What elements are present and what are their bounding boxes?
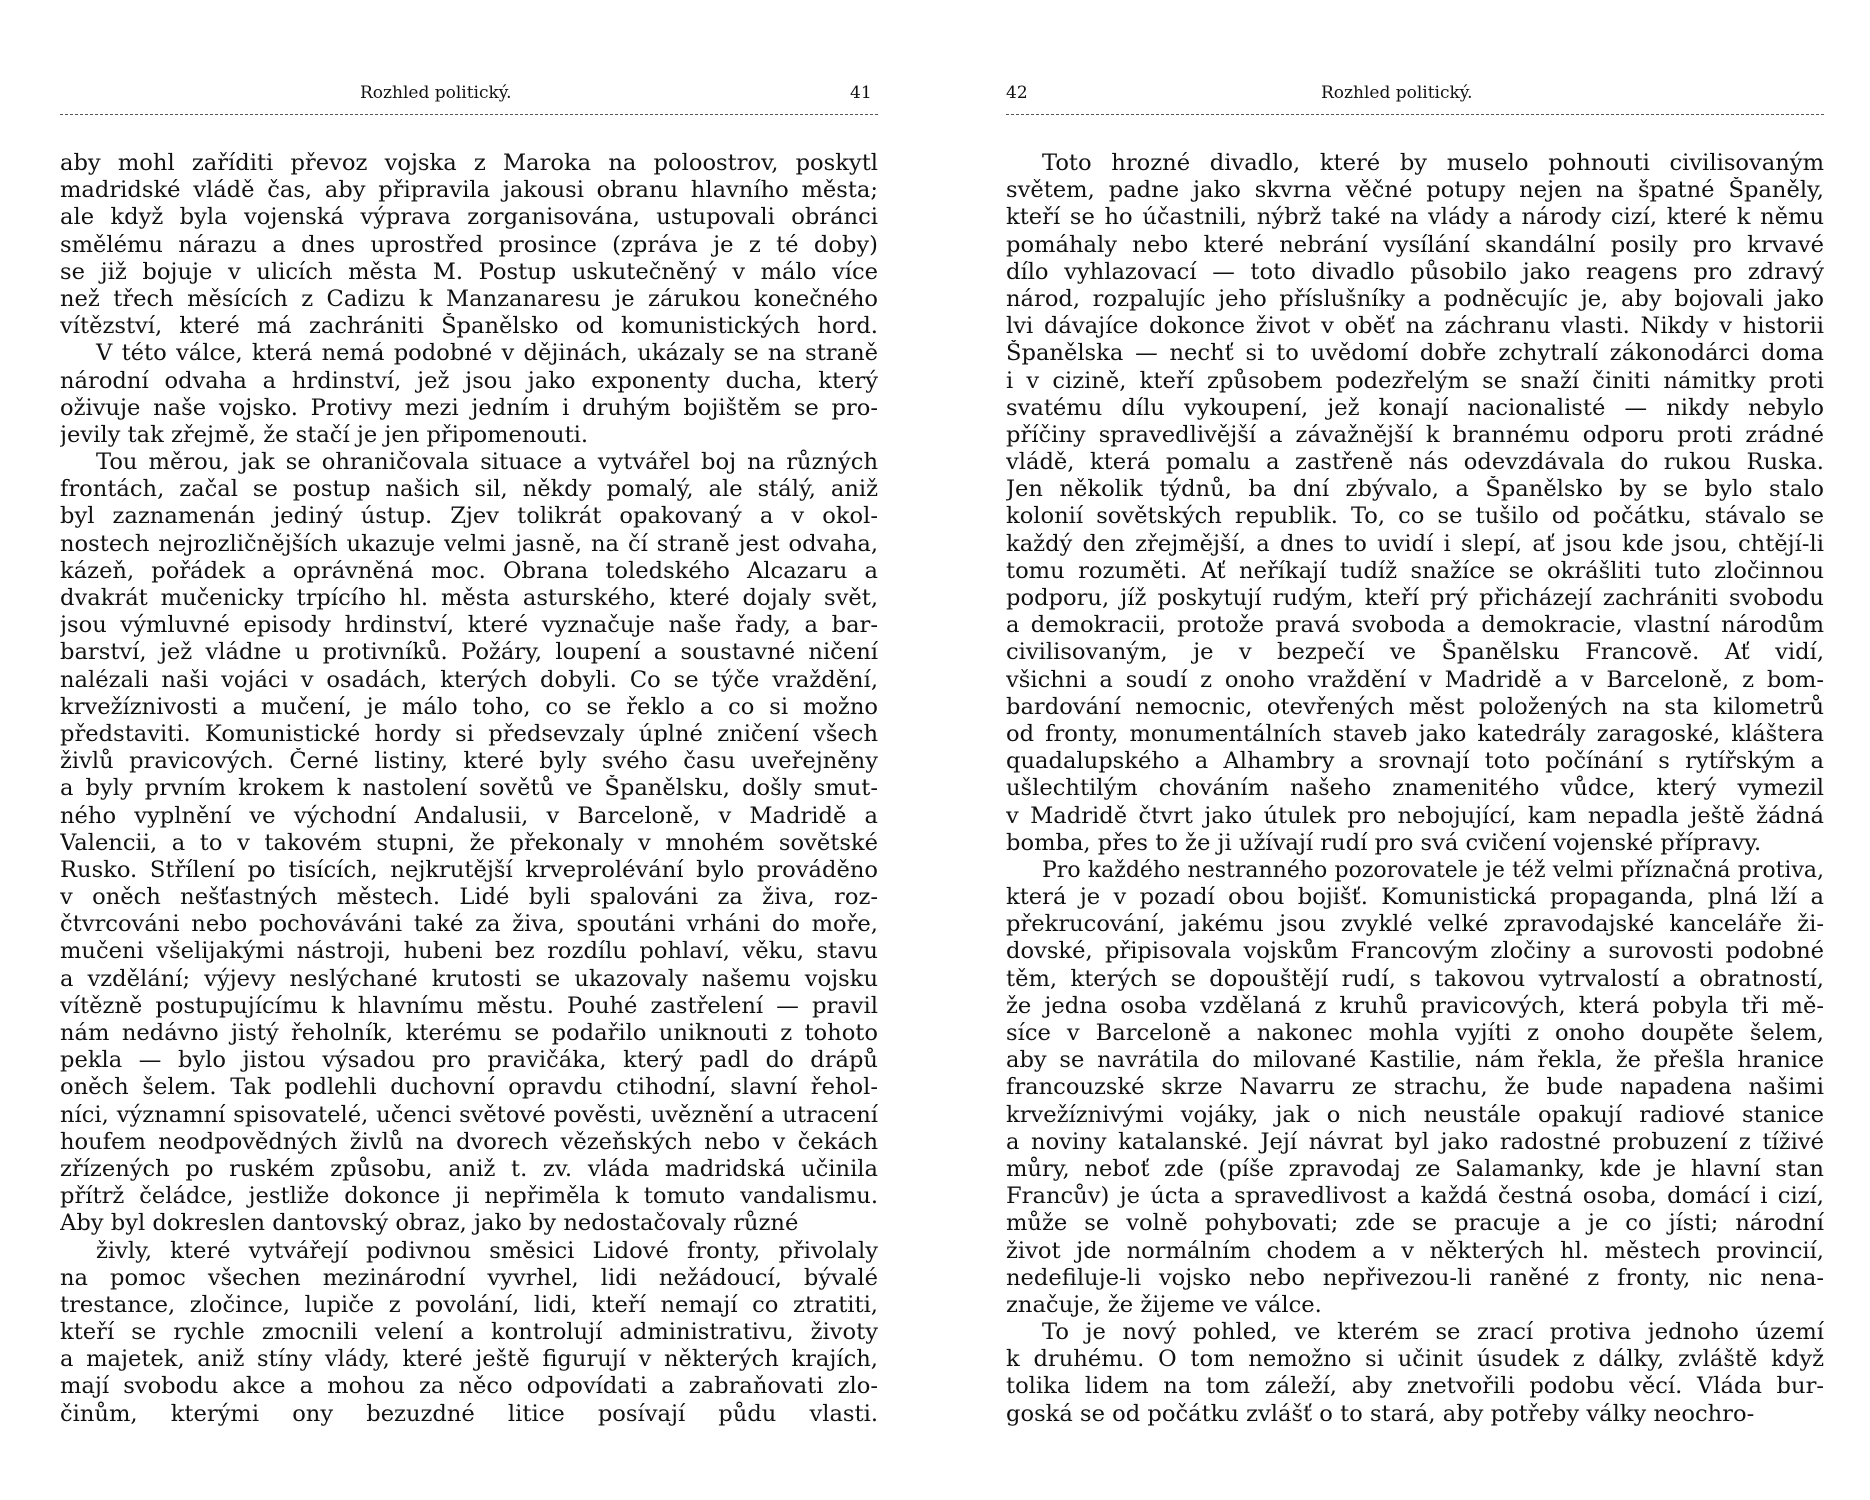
- text-line: a byly prvním krokem k nastolení sovětů ve Španělsku, došly smut-: [60, 775, 878, 802]
- text-line: která je v pozadí obou bojišť. Komunistická propaganda, plná lží a: [1006, 884, 1824, 911]
- text-line: kolonií sovětských republik. To, co se tušilo od počátku, stávalo se: [1006, 503, 1824, 530]
- text-line: houfem neodpovědných živlů na dvorech vězeňských nebo v čekách: [60, 1128, 878, 1155]
- text-line: aby se navrátila do milované Kastilie, nám řekla, že přešla hranice: [1006, 1047, 1824, 1074]
- text-line: dovské, připisovala vojskům Francovým zločiny a surovosti podobné: [1006, 938, 1824, 965]
- running-header: [1006, 80, 1824, 106]
- text-line: pomáhaly nebo které nebrání vysílání skandální posily pro krvavé: [1006, 231, 1824, 258]
- text-line: nám nedávno jistý řeholník, kterému se podařilo uniknouti z tohoto: [60, 1020, 878, 1046]
- text-line: a majetek, aniž stíny vlády, které ještě figurují v některých krajích,: [60, 1346, 878, 1373]
- text-line: goská se od počátku zvlášť o to stará, aby potřeby války neochro-: [1006, 1400, 1755, 1427]
- text-line: jevily tak zřejmě, že stačí je jen připomenouti.: [60, 421, 589, 448]
- page-right: [1006, 80, 1824, 1427]
- text-line: značuje, že žijeme ve válce.: [1006, 1291, 1322, 1318]
- text-line: barství, jež vládne u protivníků. Požáry, loupení a soustavné ničení: [60, 639, 878, 666]
- text-line: se již bojuje v ulicích města M. Postup uskutečněný v málo více: [60, 258, 878, 285]
- text-line: život jde normálním chodem a v některých hl. městech provincií,: [1006, 1237, 1824, 1264]
- text-line: byl zaznamenán jediný ústup. Zjev tolikrát opakovaný a v okol-: [60, 503, 878, 530]
- text-line: vítězství, které má zachrániti Španělsko od komunistických hord.: [60, 313, 878, 340]
- text-line: kteří se ho účastnili, nýbrž také na vlády a národy cizí, které k němu: [1006, 204, 1824, 231]
- text-line: podporu, jíž poskytují rudým, kteří prý přicházejí zachrániti svobodu: [1006, 585, 1824, 611]
- header-rule: [1006, 114, 1824, 115]
- running-header: [60, 80, 878, 106]
- text-line: níci, významní spisovatelé, učenci světové pověsti, uvěznění a utracení: [60, 1101, 878, 1128]
- text-line: jsou výmluvné episody hrdinství, které vyznačuje naše řady, a bar-: [60, 612, 878, 639]
- text-line: představiti. Komunistické hordy si předsevzaly úplné zničení všech: [60, 720, 878, 747]
- header-title: Rozhled politický.: [1321, 83, 1473, 103]
- text-line: kázeň, pořádek a oprávněná moc. Obrana toledského Alcazaru a: [60, 557, 878, 584]
- text-line: dílo vyhlazovací — toto divadlo působilo jako reagens pro zdravý: [1006, 258, 1824, 285]
- text-line: frontách, začal se postup našich sil, někdy pomalý, ale stálý, aniž: [60, 476, 878, 503]
- text-line: a demokracii, protože pravá svoboda a demokracie, vlastní národům: [1006, 612, 1824, 639]
- text-line: krvežíznivými vojáky, jak o nich neustále opakují radiové stanice: [1006, 1101, 1824, 1128]
- text-line: Tou měrou, jak se ohraničovala situace a vytvářel boj na různých: [96, 449, 878, 476]
- text-line: těm, kterých se dopouštějí rudí, s takovou vytrvalostí a obratností,: [1006, 965, 1824, 992]
- text-line: zřízených po ruském způsobu, aniž t. zv. vláda madridská učinila: [60, 1155, 878, 1182]
- text-line: Jen několik týdnů, ba dní zbývalo, a Španělsko by se bylo stalo: [1006, 476, 1824, 503]
- text-line: nostech nejrozličnějších ukazuje velmi jasně, na čí straně jest odvaha,: [60, 530, 878, 557]
- text-line: k druhému. O tom nemožno si učinit úsudek z dálky, zvláště když: [1006, 1346, 1824, 1373]
- text-line: Toto hrozné divadlo, které by muselo pohnouti civilisovaným: [1042, 150, 1824, 176]
- text-line: ušlechtilým chováním našeho znamenitého vůdce, který vymezil: [1006, 775, 1824, 802]
- text-line: světem, padne jako skvrna věčné potupy nejen na špatné Španěly,: [1006, 177, 1824, 204]
- text-line: dvakrát mučenicky trpícího hl. města asturského, které dojaly svět,: [60, 585, 878, 611]
- text-line: a noviny katalanské. Její návrat byl jako radostné probuzení z tíživé: [1006, 1128, 1824, 1155]
- page-text: [1006, 150, 1824, 1428]
- text-line: tolika lidem na tom záleží, aby znetvořili podobu věcí. Vláda bur-: [1006, 1373, 1824, 1400]
- text-line: od fronty, monumentálních staveb jako katedrály zaragoské, kláštera: [1006, 720, 1824, 747]
- text-line: Španělska — nechť si to uvědomí dobře zchytralí zákonodárci doma: [1006, 340, 1824, 367]
- text-line: než třech měsících z Cadizu k Manzanaresu je zárukou konečného: [60, 285, 878, 312]
- text-line: Valencii, a to v takovém stupni, že překonaly v mnohém sovětské: [60, 829, 878, 856]
- text-line: svatému dílu vykoupení, jež konají nacionalisté — nikdy nebylo: [1006, 394, 1824, 421]
- text-line: v Madridě čtvrt jako útulek pro nebojující, kam nepadla ještě žádná: [1006, 802, 1824, 829]
- text-line: činům, kterými ony bezuzdné litice posívají půdu vlasti.: [60, 1400, 878, 1427]
- text-line: To je nový pohled, ve kterém se zrací protiva jednoho území: [1042, 1319, 1824, 1346]
- text-line: na pomoc všechen mezinárodní vyvrhel, lidi nežádoucí, bývalé: [60, 1264, 878, 1291]
- text-line: živlů pravicových. Černé listiny, které byly svého času uveřejněny: [60, 748, 878, 775]
- text-line: francouzské skrze Navarru ze strachu, že bude napadena našimi: [1006, 1074, 1824, 1101]
- text-line: každý den zřejmější, a dnes to uvidí i slepí, ať jsou kde jsou, chtějí-li: [1006, 530, 1824, 557]
- page-text: [60, 150, 878, 1428]
- text-line: i v cizině, kteří způsobem podezřelým se snaží činiti námitky proti: [1006, 367, 1824, 394]
- text-line: civilisovaným, je v bezpečí ve Španělsku Francově. Ať vidí,: [1006, 639, 1824, 666]
- text-line: mají svobodu akce a mohou za něco odpovídati a zabraňovati zlo-: [60, 1373, 878, 1400]
- text-line: čtvrcováni nebo pochováváni také za živa, spoutáni vrháni do moře,: [60, 911, 878, 938]
- text-line: quadalupského a Alhambry a srovnají toto počínání s rytířským a: [1006, 748, 1824, 775]
- page-number: 42: [1006, 83, 1028, 103]
- text-line: živly, které vytvářejí podivnou směsici Lidové fronty, přivolaly: [96, 1237, 878, 1264]
- text-line: v oněch nešťastných městech. Lidé byli spalováni za živa, roz-: [60, 884, 878, 911]
- text-line: oněch šelem. Tak podlehli duchovní opravdu ctihodní, slavní řehol-: [60, 1074, 878, 1101]
- text-line: mučeni všelijakými nástroji, hubeni bez rozdílu pohlaví, věku, stavu: [60, 938, 878, 965]
- header-title: Rozhled politický.: [360, 83, 512, 103]
- header-rule: [60, 114, 878, 115]
- text-line: Rusko. Střílení po tisících, nejkrutější krveprolévání bylo prováděno: [60, 856, 878, 883]
- text-line: trestance, zločince, lupiče z povolání, lidi, kteří nemají co ztratiti,: [60, 1291, 878, 1318]
- text-line: V této válce, která nemá podobné v dějinách, ukázaly se na straně: [96, 340, 878, 367]
- text-line: Aby byl dokreslen dantovský obraz, jako by nedostačovaly různé: [60, 1210, 799, 1237]
- text-line: vládě, která pomalu a zastřeně nás odevzdávala do rukou Ruska.: [1006, 449, 1824, 476]
- text-line: národ, rozpalujíc jeho příslušníky a podněcujíc je, aby bojovali jako: [1006, 285, 1824, 312]
- text-line: kteří se rychle zmocnili velení a kontrolují administrativu, životy: [60, 1319, 878, 1346]
- text-line: smělému nárazu a dnes uprostřed prosince (zpráva je z té doby): [60, 231, 878, 258]
- text-line: příčiny spravedlivější a závažnější k brannému odporu proti zrádné: [1006, 421, 1824, 448]
- text-line: bomba, přes to že ji užívají rudí pro svá cvičení vojenské přípravy.: [1006, 829, 1762, 856]
- text-line: aby mohl zaříditi převoz vojska z Maroka na poloostrov, poskytl: [60, 150, 878, 176]
- text-line: všichni a soudí z onoho vraždění v Madridě a v Barceloně, z bom-: [1006, 666, 1824, 693]
- text-line: ného vyplnění ve východní Andalusii, v Barceloně, v Madridě a: [60, 802, 878, 829]
- text-line: tomu rozuměti. Ať neříkají tudíž snažíce se okrášliti tuto zločinnou: [1006, 557, 1824, 584]
- text-line: krvežíznivosti a mučení, je málo toho, co se řeklo a co si možno: [60, 693, 878, 720]
- page-number: 41: [850, 83, 872, 103]
- text-line: můry, neboť zde (píše zpravodaj ze Salamanky, kde je hlavní stan: [1006, 1155, 1824, 1182]
- text-line: Pro každého nestranného pozorovatele je též velmi příznačná protiva,: [1042, 857, 1824, 883]
- text-line: Francův) je úcta a spravedlivost a každá čestná osoba, domácí i cizí,: [1006, 1183, 1824, 1210]
- text-line: vítězně postupujícímu k hlavnímu městu. Pouhé zastřelení — pravil: [60, 992, 878, 1019]
- text-line: bardování nemocnic, otevřených měst položených na sta kilometrů: [1006, 693, 1824, 720]
- text-line: oživuje naše vojsko. Protivy mezi jedním i druhým bojištěm se pro-: [60, 394, 878, 421]
- text-line: lvi dávajíce dokonce život v oběť na záchranu vlasti. Nikdy v historii: [1006, 313, 1824, 340]
- text-line: madridské vládě čas, aby připravila jakousi obranu hlavního města;: [60, 177, 878, 204]
- text-line: a vzdělání; výjevy neslýchané krutosti se ukazovaly našemu vojsku: [60, 965, 878, 992]
- text-line: překrucování, jakému jsou zvyklé velké zpravodajské kanceláře ži-: [1006, 911, 1824, 938]
- text-line: nedefiluje-li vojsko nebo nepřivezou-li raněné z fronty, nic nena-: [1006, 1264, 1824, 1291]
- text-line: může se volně pohybovati; zde se pracuje a je co jísti; národní: [1006, 1210, 1824, 1237]
- text-line: pekla — bylo jistou výsadou pro pravičáka, který padl do drápů: [60, 1047, 878, 1074]
- text-line: přítrž čeládce, jestliže dokonce ji nepřiměla k tomuto vandalismu.: [60, 1183, 878, 1210]
- text-line: nalézali naši vojáci v osadách, kterých dobyli. Co se týče vraždění,: [60, 666, 878, 693]
- text-line: ale když byla vojenská výprava zorganisována, ustupovali obránci: [60, 204, 878, 231]
- page-left: [60, 80, 878, 1427]
- text-line: síce v Barceloně a nakonec mohla vyjíti z onoho doupěte šelem,: [1006, 1020, 1824, 1046]
- text-line: že jedna osoba vzdělaná z kruhů pravicových, která pobyla tři mě-: [1006, 992, 1824, 1019]
- text-line: národní odvaha a hrdinství, jež jsou jako exponenty ducha, který: [60, 367, 878, 394]
